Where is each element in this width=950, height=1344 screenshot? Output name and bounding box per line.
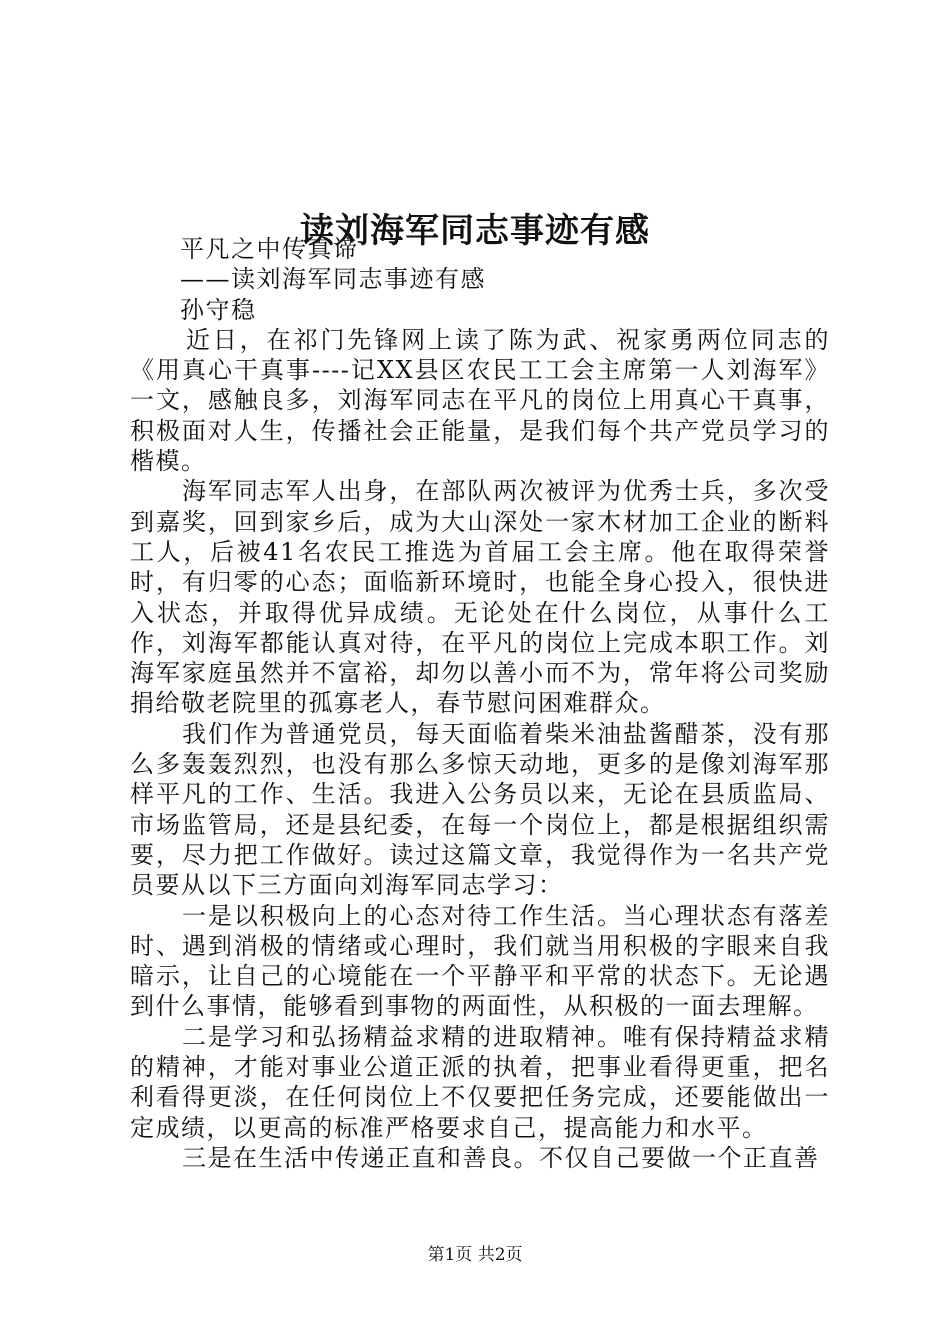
subtitle-line: ——读刘海军同志事迹有感 <box>180 265 486 294</box>
paragraph: 海军同志军人出身，在部队两次被评为优秀士兵，多次受到嘉奖，回到家乡后，成为大山深处一家木材加工企业的断料工人，后被41名农民工推选为首届工会主席。他在取得荣誉时，有归零的心态；面临新环境时，也能全身心投入，很快进入状态，并取得优异成绩。无论处在什么岗位，从事什么工作，刘海军都能认真对待，在平凡的岗位上完成本职工作。刘海军家庭虽然并不富裕，却勿以善小而不为，常年将公司奖励捐给敬老院里的孤寡老人，春节慰问困难群众。 <box>130 477 830 718</box>
document-body <box>130 234 830 1173</box>
paragraph: 我们作为普通党员，每天面临着柴米油盐酱醋茶，没有那么多轰轰烈烈，也没有那么多惊天动地，更多的是像刘海军那样平凡的工作、生活。我进入公务员以来，无论在县质监局、市场监管局，还是县纪委，在每一个岗位上，都是根据组织需要，尽力把工作做好。读过这篇文章，我觉得作为一名共产党员要从以下三方面向刘海军同志学习： <box>130 719 830 900</box>
subtitle-line: 平凡之中传真谛 <box>180 235 359 263</box>
document-title: 读刘海军同志事迹有感 <box>300 210 650 251</box>
paragraph: 近日，在祁门先锋网上读了陈为武、祝家勇两位同志的《用真心干真事----记XX县区农民工工会主席第一人刘海军》一文，感触良多，刘海军同志在平凡的岗位上用真心干真事，积极面对人生，传播社会正能量，是我们每个共产党员学习的楷模。 <box>130 325 830 476</box>
page-footer: 第1页 共2页 <box>427 1245 523 1265</box>
paragraph: 一是以积极向上的心态对待工作生活。当心理状态有落差时、遇到消极的情绪或心理时，我们就当用积极的字眼来自我暗示，让自己的心境能在一个平静平和平常的状态下。无论遇到什么事情，能够看到事物的两面性，从积极的一面去理解。 <box>130 901 830 1021</box>
paragraph: 二是学习和弘扬精益求精的进取精神。唯有保持精益求精的精神，才能对事业公道正派的执着，把事业看得更重，把名利看得更淡，在任何岗位上不仅要把任务完成，还要能做出一定成绩，以更高的标准严格要求自己，提高能力和水平。 <box>130 1022 830 1142</box>
paragraph: 三是在生活中传递正直和善良。不仅自己要做一个正直善 <box>182 1143 820 1172</box>
author-line: 孙守稳 <box>180 295 257 324</box>
